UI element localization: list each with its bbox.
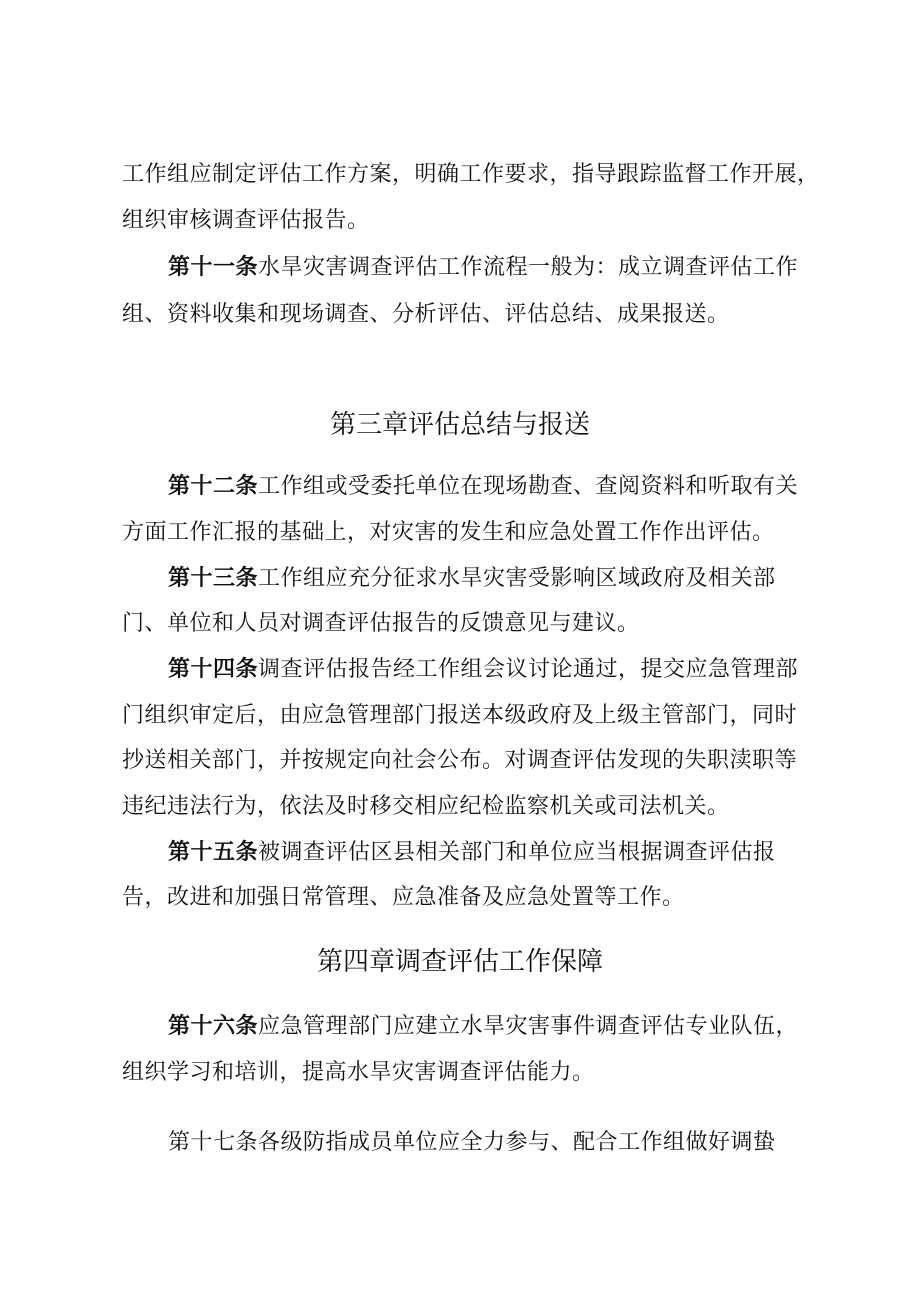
article-text: 调查评估报告经工作组会议讨论通过，提交应急管理部 bbox=[258, 657, 799, 682]
paragraph-line: 组织审核调查评估报告。 bbox=[122, 208, 370, 233]
paragraph-line: 工作组应制定评估工作方案，明确工作要求，指导跟踪监督工作开展， bbox=[122, 162, 820, 187]
article-text: 应急管理部门应建立水旱灾害事件调查评估专业队伍， bbox=[258, 1014, 799, 1039]
paragraph-line: 告，改进和加强日常管理、应急准备及应急处置等工作。 bbox=[122, 885, 685, 910]
article-number: 第十三条 bbox=[168, 566, 259, 591]
paragraph-line: 组、资料收集和现场调查、分析评估、评估总结、成果报送。 bbox=[122, 302, 730, 327]
article-number: 第十四条 bbox=[168, 657, 259, 682]
paragraph-line: 门、单位和人员对调查评估报告的反馈意见与建议。 bbox=[122, 611, 640, 636]
article-14-line-1 bbox=[168, 655, 798, 685]
article-16-line-1 bbox=[168, 1012, 798, 1042]
article-number: 第十二条 bbox=[168, 474, 259, 499]
article-12-line-1 bbox=[168, 472, 798, 502]
article-15-line-1 bbox=[168, 838, 776, 868]
article-text: 水旱灾害调查评估工作流程一般为：成立调查评估工作 bbox=[258, 255, 799, 280]
chapter-3-title: 第三章评估总结与报送 bbox=[329, 410, 590, 440]
article-17-line-1: 第十七条各级防指成员单位应全力参与、配合工作组做好调蛰 bbox=[168, 1130, 776, 1155]
paragraph-line: 方面工作汇报的基础上，对灾害的发生和应急处置工作作出评估。 bbox=[122, 520, 775, 545]
article-number: 第十五条 bbox=[168, 840, 259, 865]
paragraph-line: 违纪违法行为，依法及时移交相应纪检监察机关或司法机关。 bbox=[122, 794, 730, 819]
paragraph-line: 组织学习和培训，提高水旱灾害调查评估能力。 bbox=[122, 1060, 595, 1085]
article-13-line-1 bbox=[168, 564, 776, 594]
article-text: 工作组应充分征求水旱灾害受影响区域政府及相关部 bbox=[258, 566, 776, 591]
article-number: 第十一条 bbox=[168, 255, 259, 280]
article-number: 第十六条 bbox=[168, 1014, 259, 1039]
paragraph-line: 抄送相关部门，并按规定向社会公布。对调查评估发现的失职渎职等 bbox=[122, 748, 798, 773]
article-text: 工作组或受委托单位在现场勘查、查阅资料和听取有关 bbox=[258, 474, 799, 499]
article-11-line-1 bbox=[168, 253, 798, 283]
article-text: 被调查评估区县相关部门和单位应当根据调查评估报 bbox=[258, 840, 776, 865]
chapter-4-title: 第四章调查评估工作保障 bbox=[316, 947, 603, 977]
paragraph-line: 门组织审定后，由应急管理部门报送本级政府及上级主管部门，同时 bbox=[122, 703, 798, 728]
